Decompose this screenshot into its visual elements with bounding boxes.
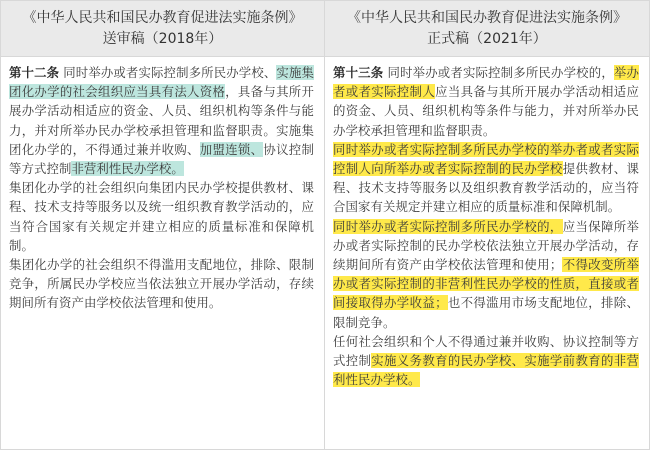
text-run: 提供教材、课程、技术支持等服务以及组织教育教学活动的，应当符合国家有关规定并建立相应的质量标准和保障机制。: [333, 161, 639, 215]
highlight-yellow: 同时举办或者实际控制多所民办学校的，: [333, 218, 563, 234]
draft-2018-title: 《中华人民共和国民办教育促进法实施条例》: [22, 9, 303, 26]
final-2021-title: 《中华人民共和国民办教育促进法实施条例》: [347, 9, 627, 26]
draft-2018-body: [1, 57, 324, 313]
text-run: 同时举办或者实际控制多所民办学校、: [59, 65, 277, 80]
final-2021-subtitle: 正式稿（2021年）: [427, 30, 547, 47]
draft-2018-paragraph-3: 集团化办学的社会组织不得滥用支配地位，排除、限制竞争，所属民办学校应当依法独立开展办学活动，存续期间所有资产由学校依法管理和使用。: [9, 257, 314, 311]
article-number: 第十三条: [333, 65, 384, 80]
final-2021-column: [325, 1, 649, 449]
final-2021-paragraph-4: [333, 332, 639, 390]
draft-2018-paragraph-2: 集团化办学的社会组织向集团内民办学校提供教材、课程、技术支持等服务以及统一组织教育教学活动的，应当符合国家有关规定并建立相应的质量标准和保障机制。: [9, 180, 314, 253]
draft-2018-paragraph-1: [9, 63, 314, 178]
text-run: 应当具备与其所开展办学活动相适应的资金、人员、组织机构等条件与能力，并对所举办民办学校承担管理和监督职责。: [333, 84, 639, 138]
draft-2018-header: [1, 1, 324, 57]
draft-2018-column: [1, 1, 325, 449]
final-2021-header: [325, 1, 649, 57]
highlight-yellow: 举办者或者实际控制人: [333, 65, 639, 100]
highlight-yellow: 实施义务教育的民办学校、实施学前教育的非营利性民办学校。: [333, 353, 639, 388]
text-run: 也不得滥用市场支配地位，排除、限制竞争。: [333, 295, 640, 330]
highlight-teal: 非营利性民办学校。: [71, 161, 184, 177]
final-2021-paragraph-1: [333, 63, 639, 140]
highlight-yellow: 不得改变所举办或者实际控制的非营利性民办学校的性质，直接或者间接取得办学收益；: [333, 257, 639, 311]
final-2021-paragraph-2: [333, 140, 639, 217]
text-run: 同时举办或者实际控制多所民办学校的，: [383, 65, 614, 80]
article-number: 第十二条: [9, 65, 60, 80]
text-run: 应当保障所举办或者实际控制的民办学校依法独立开展办学活动，存续期间所有资产由学校依法管理和使用；: [333, 218, 639, 273]
highlight-teal: 加盟连锁、: [199, 141, 264, 157]
final-2021-body: [325, 57, 649, 389]
highlight-teal: 实施集团化办学的社会组织应当具有法人资格: [9, 65, 314, 100]
draft-2018-subtitle: 送审稿（2018年）: [102, 30, 223, 47]
text-run: 任何社会组织和个人不得通过兼并收购、协议控制等方式控制: [333, 333, 639, 369]
highlight-yellow: 同时举办或者实际控制多所民办学校的举办者或者实际控制人向所举办或者实际控制的民办学校: [333, 141, 639, 177]
final-2021-paragraph-3: [333, 217, 639, 332]
text-run: ，具备与其所开展办学活动相适应的资金、人员、组织机构等条件与能力，并对所举办民办学校承担管理和监督职责。实施集团化办学的，不得通过兼并收购、: [9, 84, 314, 157]
text-run: 协议控制等方式控制: [9, 141, 315, 177]
